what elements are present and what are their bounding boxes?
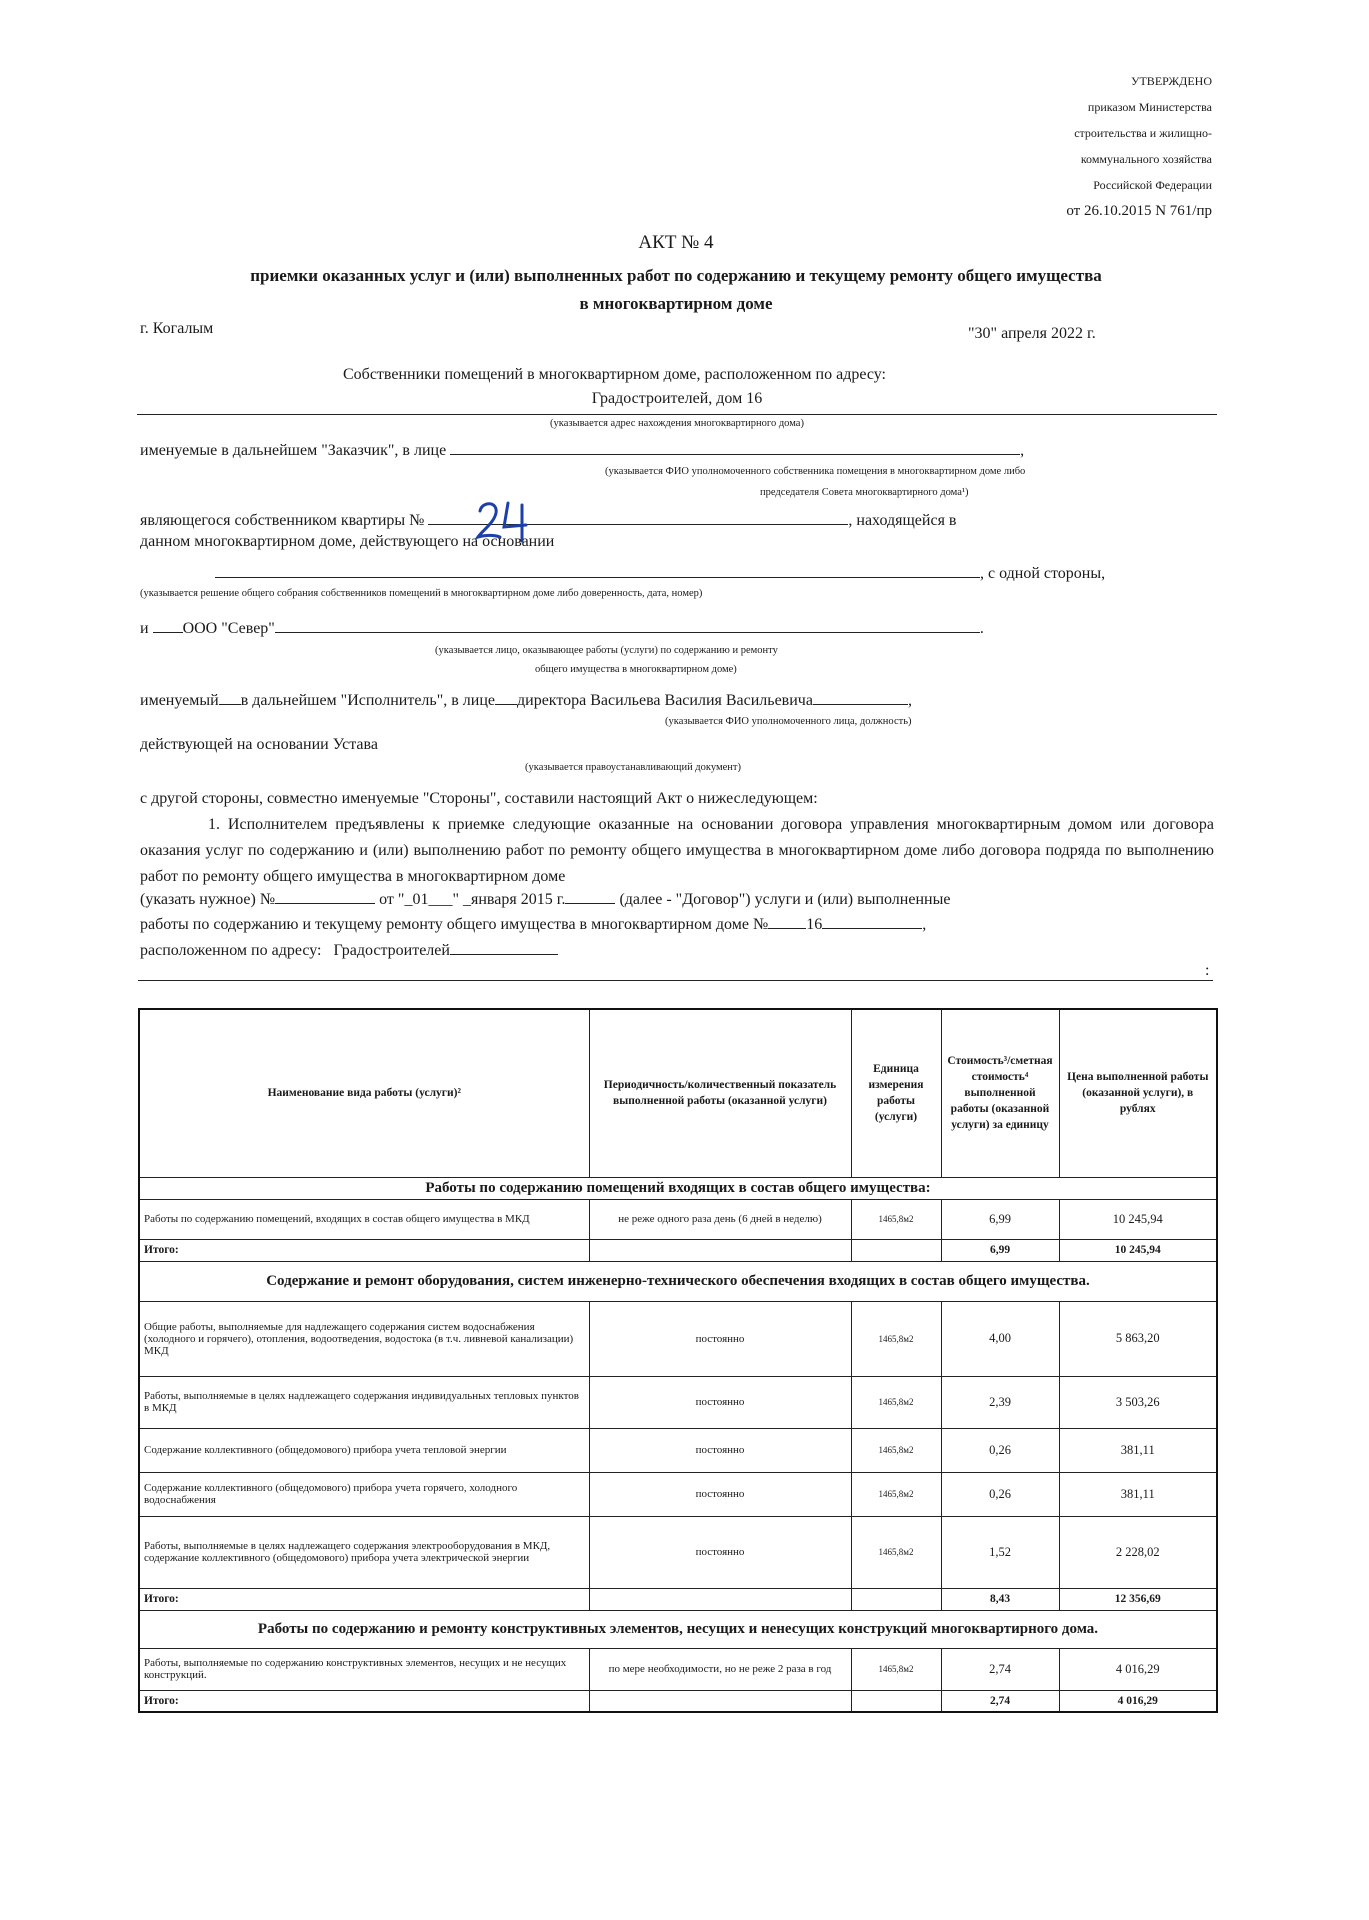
work-unit: 1465,8м2 bbox=[851, 1472, 941, 1516]
empty-cell bbox=[589, 1239, 851, 1261]
address-colon: : bbox=[1205, 962, 1210, 979]
contractor-blank bbox=[275, 618, 980, 633]
and-text: и bbox=[140, 620, 149, 637]
table-row bbox=[139, 1472, 1217, 1516]
person-blank bbox=[495, 690, 517, 705]
table-row bbox=[139, 1516, 1217, 1588]
basis-hint: (указывается решение общего собрания собственников помещений в многоквартирном доме либо доверенность, дата, номер) bbox=[140, 588, 703, 599]
address-continuation-line bbox=[138, 980, 1213, 981]
basis-label: данном многоквартирном доме, действующего на основании bbox=[140, 533, 555, 550]
executor-person: директора Васильева Василия Васильевича bbox=[517, 692, 813, 709]
act-date: "30" апреля 2022 г. bbox=[968, 325, 1096, 342]
act-subtitle-line: приемки оказанных услуг и (или) выполненных работ по содержанию и текущему ремонту общего имущества bbox=[250, 266, 1102, 285]
other-side-text: с другой стороны, совместно именуемые "Стороны", составили настоящий Акт о нижеследующем: bbox=[140, 790, 818, 807]
header-period: Периодичность/количественный показатель выполненной работы (оказанной услуги) bbox=[589, 1009, 851, 1177]
work-cost: 6,99 bbox=[941, 1199, 1059, 1239]
clause-1-address bbox=[140, 940, 558, 960]
work-unit: 1465,8м2 bbox=[851, 1376, 941, 1428]
total-price: 4 016,29 bbox=[1059, 1690, 1217, 1712]
house-number: 16 bbox=[806, 916, 823, 933]
work-cost: 4,00 bbox=[941, 1301, 1059, 1376]
clause-1-contract bbox=[140, 889, 950, 909]
work-period: постоянно bbox=[589, 1472, 851, 1516]
table-row bbox=[139, 1301, 1217, 1376]
work-period: по мере необходимости, но не реже 2 раза в год bbox=[589, 1648, 851, 1690]
contract-tail: (далее - "Договор") услуги и (или) выполненные bbox=[619, 891, 951, 908]
approval-line: Российской Федерации bbox=[1093, 178, 1212, 192]
total-label: Итого: bbox=[139, 1690, 589, 1712]
total-label: Итого: bbox=[139, 1588, 589, 1610]
section-row bbox=[139, 1610, 1217, 1648]
street-blank bbox=[450, 940, 558, 955]
section-row bbox=[139, 1177, 1217, 1199]
work-name: Работы, выполняемые в целях надлежащего содержания индивидуальных тепловых пунктов в МКД bbox=[139, 1376, 589, 1428]
total-cost: 8,43 bbox=[941, 1588, 1059, 1610]
approval-line: коммунального хозяйства bbox=[1080, 152, 1212, 166]
work-name: Содержание коллективного (общедомового) прибора учета горячего, холодного водоснабжения bbox=[139, 1472, 589, 1516]
work-period: постоянно bbox=[589, 1516, 851, 1588]
customer-blank bbox=[450, 440, 1020, 455]
work-price: 5 863,20 bbox=[1059, 1301, 1217, 1376]
section-title: Работы по содержанию и ремонту конструктивных элементов, несущих и ненесущих конструкций многоквартирного дома. bbox=[139, 1610, 1217, 1648]
located-text: , находящейся в bbox=[848, 512, 957, 529]
clause-1-house: работы по содержанию и текущему ремонту общего имущества в многоквартирном доме № 16 , bbox=[140, 916, 927, 933]
section-row bbox=[139, 1261, 1217, 1301]
house-label: работы по содержанию и текущему ремонту общего имущества в многоквартирном доме № bbox=[140, 916, 769, 933]
contract-date: от "_01___" _января 2015 г. bbox=[379, 891, 566, 908]
header-cost: Стоимость³/сметная стоимость⁴ выполненной работы (оказанной услуги) за единицу bbox=[941, 1009, 1059, 1177]
work-name: Содержание коллективного (общедомового) прибора учета тепловой энергии bbox=[139, 1428, 589, 1472]
one-side-text: , с одной стороны, bbox=[980, 565, 1106, 582]
work-price: 2 228,02 bbox=[1059, 1516, 1217, 1588]
table-row bbox=[139, 1199, 1217, 1239]
named-text-b: в дальнейшем "Исполнитель", в лице bbox=[240, 692, 495, 709]
empty-cell bbox=[851, 1239, 941, 1261]
work-unit: 1465,8м2 bbox=[851, 1648, 941, 1690]
named-text: именуемый bbox=[140, 692, 219, 709]
customer-label-text: именуемые в дальнейшем "Заказчик", в лице bbox=[140, 442, 447, 459]
customer-label: именуемые в дальнейшем "Заказчик", в лице , bbox=[140, 442, 1025, 459]
work-name: Общие работы, выполняемые для надлежащего содержания систем водоснабжения (холодного и горячего), отопления, водоотведения, водостока (в т.ч. ливневой канализации) МКД bbox=[139, 1301, 589, 1376]
work-period: постоянно bbox=[589, 1376, 851, 1428]
work-period: постоянно bbox=[589, 1301, 851, 1376]
apartment-label: являющегося собственником квартиры № bbox=[140, 512, 425, 529]
table-row bbox=[139, 1376, 1217, 1428]
work-price: 4 016,29 bbox=[1059, 1648, 1217, 1690]
work-price: 10 245,94 bbox=[1059, 1199, 1217, 1239]
empty-cell bbox=[851, 1690, 941, 1712]
total-price: 12 356,69 bbox=[1059, 1588, 1217, 1610]
and-blank bbox=[153, 618, 183, 633]
address-value: Градостроителей, дом 16 bbox=[591, 390, 763, 407]
section-title: Работы по содержанию помещений входящих в состав общего имущества: bbox=[139, 1177, 1217, 1199]
empty-cell bbox=[589, 1690, 851, 1712]
work-name: Работы по содержанию помещений, входящих в состав общего имущества в МКД bbox=[139, 1199, 589, 1239]
approval-line: строительства и жилищно- bbox=[1074, 126, 1212, 140]
approval-line: УТВЕРЖДЕНО bbox=[1130, 74, 1212, 88]
work-price: 3 503,26 bbox=[1059, 1376, 1217, 1428]
act-subtitle-line: в многоквартирном доме bbox=[579, 294, 773, 313]
contractor-name: ООО "Север" bbox=[182, 620, 275, 637]
empty-cell bbox=[589, 1588, 851, 1610]
contract-date-blank bbox=[565, 889, 615, 904]
total-label: Итого: bbox=[139, 1239, 589, 1261]
work-unit: 1465,8м2 bbox=[851, 1199, 941, 1239]
contractor-hint: (указывается лицо, оказывающее работы (услуги) по содержанию и ремонту bbox=[435, 645, 778, 656]
empty-cell bbox=[851, 1588, 941, 1610]
work-period: не реже одного раза день (6 дней в неделю) bbox=[589, 1199, 851, 1239]
work-cost: 2,74 bbox=[941, 1648, 1059, 1690]
work-cost: 1,52 bbox=[941, 1516, 1059, 1588]
house-blank-end bbox=[822, 914, 922, 929]
contractor-hint: общего имущества в многоквартирном доме) bbox=[535, 664, 737, 675]
named-blank bbox=[219, 690, 241, 705]
customer-hint: (указывается ФИО уполномоченного собственника помещения в многоквартирном доме либо bbox=[605, 466, 1026, 477]
table-row bbox=[139, 1648, 1217, 1690]
act-subtitle bbox=[140, 262, 1212, 318]
header-unit: Единица измерения работы (услуги) bbox=[851, 1009, 941, 1177]
work-period: постоянно bbox=[589, 1428, 851, 1472]
basis-line bbox=[215, 563, 1105, 583]
acting-basis: действующей на основании Устава bbox=[140, 736, 378, 753]
address-label: расположенном по адресу: bbox=[140, 942, 322, 959]
contract-number-blank bbox=[275, 889, 375, 904]
city: г. Когалым bbox=[140, 320, 214, 337]
street-value: Градостроителей bbox=[333, 942, 450, 959]
person-blank-end bbox=[813, 690, 908, 705]
address-field bbox=[137, 390, 1217, 415]
clause-1-text: 1. Исполнителем предъявлены к приемке следующие оказанные на основании договора управления многоквартирным домом или договора оказания услуг по содержанию и (или) выполнению работ по ремонту общего имущества в многоквартирном доме либо договора подряда по выполнению работ по ремонту общего имущества в многоквартирном доме bbox=[140, 816, 1214, 885]
house-blank bbox=[768, 914, 806, 929]
table-row bbox=[139, 1428, 1217, 1472]
work-price: 381,11 bbox=[1059, 1428, 1217, 1472]
person-hint: (указывается ФИО уполномоченного лица, должность) bbox=[665, 716, 912, 727]
total-cost: 2,74 bbox=[941, 1690, 1059, 1712]
total-price: 10 245,94 bbox=[1059, 1239, 1217, 1261]
contract-label: (указать нужное) № bbox=[140, 891, 276, 908]
header-name: Наименование вида работы (услуги)² bbox=[139, 1009, 589, 1177]
owners-intro: Собственники помещений в многоквартирном доме, расположенном по адресу: bbox=[343, 366, 886, 383]
approval-order: от 26.10.2015 N 761/пр bbox=[1066, 203, 1212, 219]
apartment-line bbox=[140, 510, 956, 530]
work-cost: 0,26 bbox=[941, 1472, 1059, 1516]
work-name: Работы, выполняемые в целях надлежащего содержания электрооборудования в МКД, содержание коллективного (общедомового) прибора учета электрической энергии bbox=[139, 1516, 589, 1588]
basis-blank bbox=[215, 563, 980, 578]
approval-line: приказом Министерства bbox=[1087, 100, 1212, 114]
table-header-row bbox=[139, 1009, 1217, 1177]
total-row bbox=[139, 1239, 1217, 1261]
address-hint: (указывается адрес нахождения многоквартирного дома) bbox=[550, 418, 804, 429]
executor-line: именуемый в дальнейшем "Исполнитель", в лице директора Васильева Василия Васильевича , bbox=[140, 692, 912, 709]
acting-hint: (указывается правоустанавливающий документ) bbox=[525, 762, 741, 773]
work-name: Работы, выполняемые по содержанию конструктивных элементов, несущих и не несущих конструкций. bbox=[139, 1648, 589, 1690]
total-cost: 6,99 bbox=[941, 1239, 1059, 1261]
customer-hint: председателя Совета многоквартирного дома¹) bbox=[760, 487, 969, 498]
section-title: Содержание и ремонт оборудования, систем инженерно-технического обеспечения входящих в состав общего имущества. bbox=[139, 1261, 1217, 1301]
contractor-line: и ООО "Север" . bbox=[140, 620, 984, 637]
total-row bbox=[139, 1690, 1217, 1712]
work-price: 381,11 bbox=[1059, 1472, 1217, 1516]
work-unit: 1465,8м2 bbox=[851, 1428, 941, 1472]
approval-block bbox=[1066, 68, 1212, 224]
work-unit: 1465,8м2 bbox=[851, 1516, 941, 1588]
work-unit: 1465,8м2 bbox=[851, 1301, 941, 1376]
header-price: Цена выполненной работы (оказанной услуги), в рублях bbox=[1059, 1009, 1217, 1177]
works-table bbox=[138, 1008, 1218, 1713]
work-cost: 0,26 bbox=[941, 1428, 1059, 1472]
total-row bbox=[139, 1588, 1217, 1610]
act-number: АКТ № 4 bbox=[638, 232, 714, 253]
work-cost: 2,39 bbox=[941, 1376, 1059, 1428]
